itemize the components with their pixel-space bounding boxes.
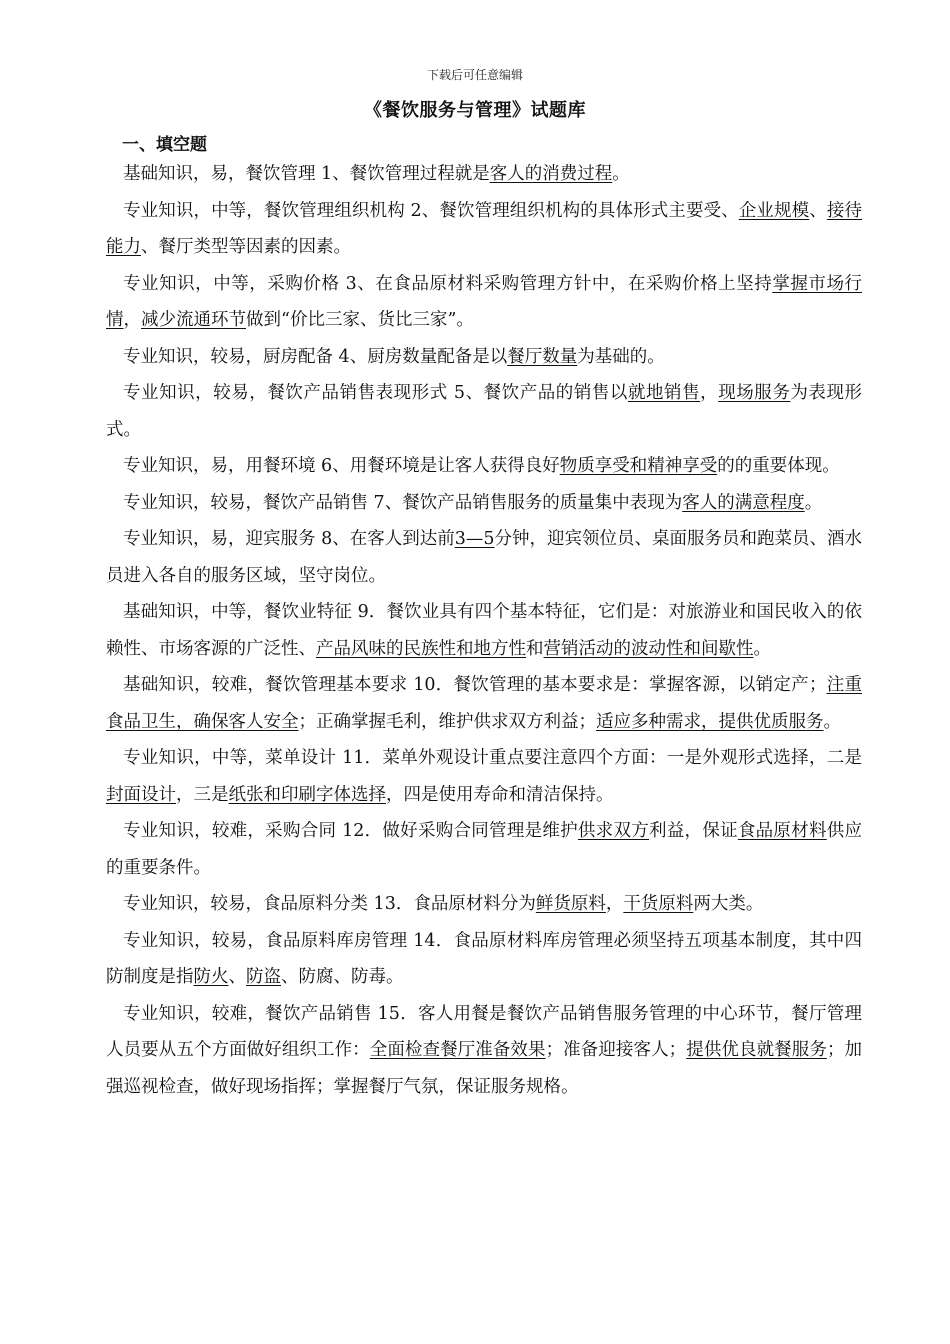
question-text: 供应的重要条件。 <box>106 821 863 878</box>
question-item <box>106 813 862 886</box>
answer-blank: 就地销售 <box>627 383 701 403</box>
question-text: 专业知识，较易，餐饮产品销售表现形式 5、餐饮产品的销售以 <box>123 383 628 403</box>
answer-blank: 掌握市场行情 <box>106 273 863 330</box>
answer-blank: 客人的满意程度 <box>682 492 805 513</box>
answer-blank: 产品风味的民族性和地方性 <box>316 638 526 659</box>
question-text: 。 <box>612 164 630 184</box>
question-text: 两大类。 <box>693 894 764 914</box>
question-text: 、 <box>228 967 246 987</box>
question-text: 基础知识，较难，餐饮管理基本要求 10．餐饮管理的基本要求是：掌握客源，以销定产； <box>123 675 827 695</box>
question-item <box>106 886 862 923</box>
answer-blank: 注重食品卫生，确保客人安全 <box>106 675 863 732</box>
question-text: 。 <box>823 711 841 732</box>
question-text: ；准备迎接客人； <box>545 1040 687 1060</box>
answer-blank: 食品原材料 <box>737 821 827 841</box>
answer-blank: 接待能力 <box>106 200 863 257</box>
question-text: 专业知识，中等，餐饮管理组织机构 2、餐饮管理组织机构的具体形式主要受、 <box>123 200 739 221</box>
answer-blank: 适应多种需求，提供优质服务 <box>596 711 824 732</box>
question-item <box>106 485 862 522</box>
question-text: 基础知识，易，餐饮管理 1、餐饮管理过程就是 <box>123 164 490 184</box>
question-text: 专业知识，中等，采购价格 3、在食品原材料采购管理方针中，在采购价格上坚持 <box>123 273 773 294</box>
question-item <box>106 923 862 996</box>
question-text: ，四是使用寿命和清洁保持。 <box>386 784 614 805</box>
question-text: 和 <box>526 638 544 659</box>
answer-blank: 封面设计 <box>106 784 176 805</box>
question-text: 专业知识，中等，菜单设计 11．菜单外观设计重点要注意四个方面：一是外观形式选择，二是 <box>123 748 862 768</box>
question-text: 专业知识，较易，食品原料分类 13．食品原材料分为 <box>123 894 536 914</box>
answer-blank: 全面检查餐厅准备效果 <box>369 1040 546 1060</box>
section-heading: 一、填空题 <box>122 135 207 155</box>
question-text: 。 <box>804 492 823 513</box>
answer-blank: 防盗 <box>246 967 281 987</box>
header-note: 下载后可任意编辑 <box>426 68 523 82</box>
question-text: 专业知识，较难，采购合同 12．做好采购合同管理是维护 <box>123 821 578 841</box>
question-text: 专业知识，易，迎宾服务 8、在客人到达前 <box>123 529 455 549</box>
question-item <box>106 448 862 485</box>
question-item <box>106 521 862 594</box>
question-text: ， <box>605 894 624 914</box>
answer-blank: 3—5 <box>454 529 495 549</box>
question-text: 分钟，迎宾领位员、桌面服务员和跑菜员、酒水员进入各自的服务区域，坚守岗位。 <box>106 529 862 586</box>
question-text: 为基础的。 <box>577 346 665 367</box>
answer-blank: 防火 <box>193 967 229 987</box>
answer-blank: 企业规模 <box>738 200 810 221</box>
answer-blank: 干货原料 <box>623 894 694 914</box>
question-text: ；加强巡视检查，做好现场指挥；掌握餐厅气氛，保证服务规格。 <box>106 1040 863 1097</box>
question-text: 、 <box>809 200 827 221</box>
answer-blank: 物质享受和精神享受 <box>559 456 718 476</box>
question-text: 专业知识，较易，食品原料库房管理 14．食品原材料库房管理必须坚持五项基本制度，其中四防制度是指 <box>106 930 862 987</box>
question-text: 、餐厅类型等因素的因素。 <box>141 237 351 257</box>
question-item <box>106 375 862 448</box>
question-item <box>106 156 862 193</box>
answer-blank: 供求双方 <box>577 821 649 841</box>
question-item <box>106 339 862 376</box>
question-item <box>106 594 862 667</box>
answer-blank: 餐厅数量 <box>507 346 578 367</box>
question-text: 、防腐、防毒。 <box>281 967 404 987</box>
question-text: 利益，保证 <box>649 821 738 841</box>
answer-blank: 纸张和印刷字体选择 <box>228 784 386 805</box>
question-text: ， <box>700 383 719 403</box>
question-text: 专业知识，较易，厨房配备 4、厨房数量配备是以 <box>123 346 508 367</box>
question-text: 专业知识，较难，餐饮产品销售 15．客人用餐是餐饮产品销售服务管理的中心环节，餐厅管理人员要从五个方面做好组织工作： <box>106 1003 862 1060</box>
question-text: ；正确掌握毛利，维护供求双方利益； <box>298 711 596 732</box>
question-item <box>106 266 862 339</box>
question-text: 。 <box>753 638 771 659</box>
document-title: 《餐饮服务与管理》试题库 <box>364 100 586 121</box>
answer-blank: 营销活动的波动性和间歇性 <box>543 638 754 659</box>
answer-blank: 客人的消费过程 <box>489 164 613 184</box>
question-text: 做到“价比三家、货比三家”。 <box>246 310 474 330</box>
question-item <box>106 996 862 1106</box>
question-list <box>106 156 862 1105</box>
question-text: 基础知识，中等，餐饮业特征 9．餐饮业具有四个基本特征，它们是：对旅游业和国民收入的依赖性、市场客源的广泛性、 <box>106 602 862 659</box>
question-item <box>106 193 862 266</box>
question-text: 为表现形式。 <box>106 383 863 440</box>
question-text: ， <box>123 310 141 330</box>
answer-blank: 现场服务 <box>718 383 791 403</box>
question-text: 专业知识，易，用餐环境 6、用餐环境是让客人获得良好 <box>123 456 560 476</box>
answer-blank: 提供优良就餐服务 <box>686 1040 827 1060</box>
question-item <box>106 740 862 813</box>
answer-blank: 减少流通环节 <box>141 310 246 330</box>
question-text: 的的重要体现。 <box>717 456 840 476</box>
question-text: ，三是 <box>176 784 229 805</box>
question-text: 专业知识，较易，餐饮产品销售 7、餐饮产品销售服务的质量集中表现为 <box>123 492 683 513</box>
answer-blank: 鲜货原料 <box>535 894 606 914</box>
question-item <box>106 667 862 740</box>
